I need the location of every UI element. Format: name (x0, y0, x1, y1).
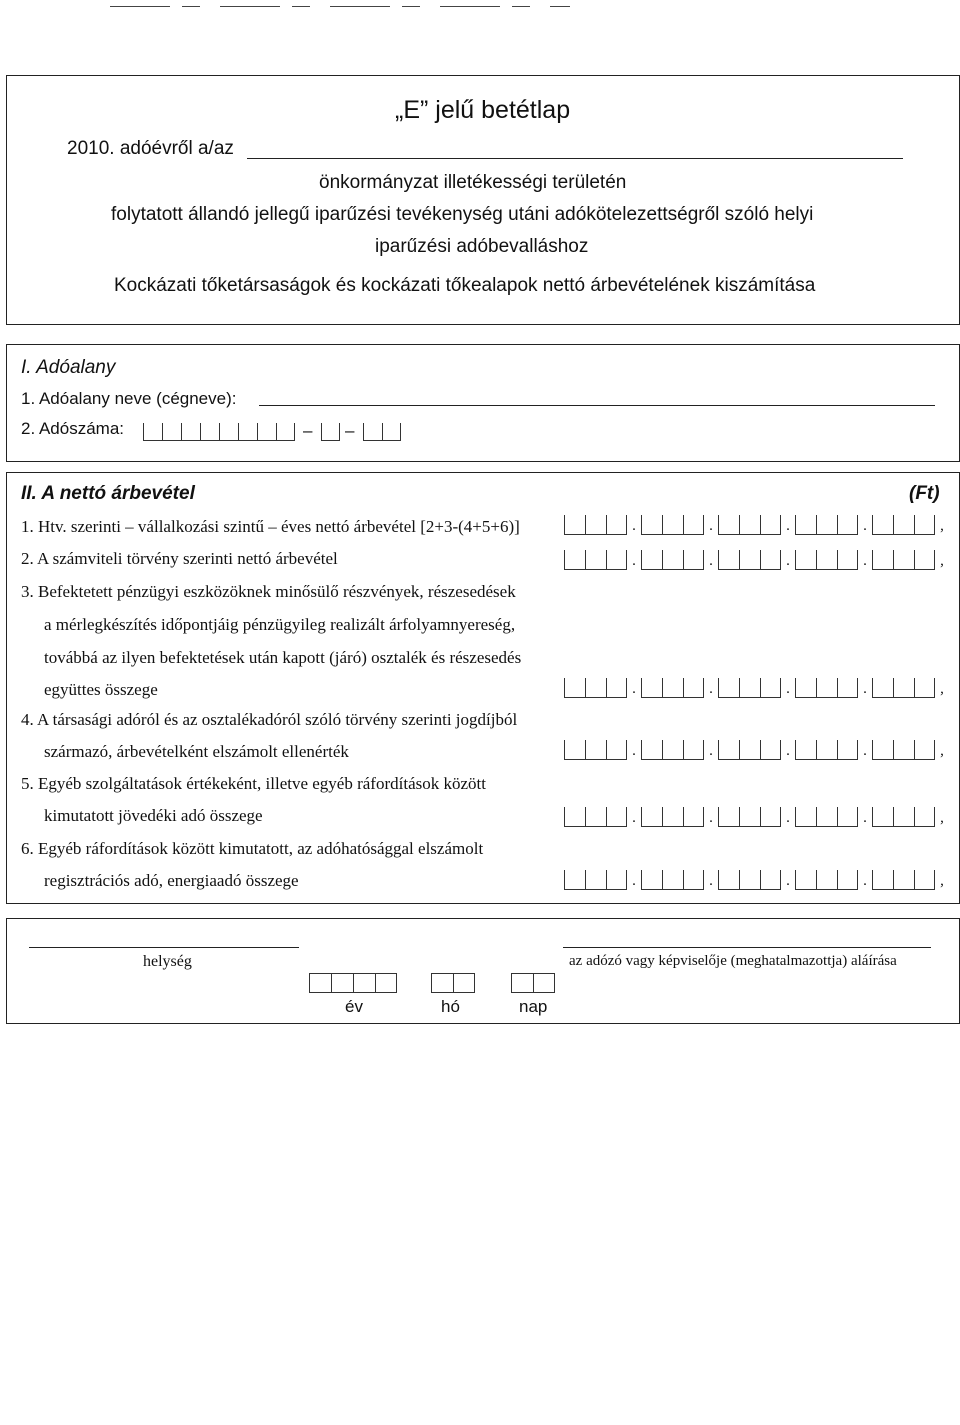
digit-group[interactable] (564, 550, 627, 570)
section-net-revenue-title: II. A nettó árbevétel (21, 483, 195, 504)
thousands-separator: . (786, 810, 790, 826)
year-label: év (345, 997, 363, 1016)
digit-group[interactable] (872, 515, 935, 535)
line-2-text: 2. A számviteli törvény szerinti nettó árbevétel (21, 549, 338, 568)
thousands-separator: . (786, 518, 790, 534)
taxpayer-name-field[interactable] (259, 405, 935, 406)
line-6-text-a: 6. Egyéb ráfordítások között kimutatott, az adóhatósággal elszámolt (21, 839, 484, 858)
digit-group[interactable] (564, 678, 627, 698)
digit-group[interactable] (795, 740, 858, 760)
line-3-text-b: a mérlegkészítés időpontjáig pénzügyileg realizált árfolyamnyereség, (44, 615, 516, 634)
date-year-boxes[interactable] (309, 973, 397, 993)
thousands-separator: . (863, 873, 867, 889)
top-scan-dashes (110, 6, 570, 7)
thousands-separator: . (632, 873, 636, 889)
line-1-text: 1. Htv. szerinti – vállalkozási szintű – éves nettó árbevétel [2+3-(4+5+6)] (21, 517, 520, 536)
header-box (6, 75, 960, 325)
digit-group[interactable] (564, 870, 627, 890)
date-day-boxes[interactable] (511, 973, 555, 993)
line-3-text-a: 3. Befektetett pénzügyi eszközöknek minősülő részvények, részesedések (21, 582, 516, 601)
thousands-separator: . (863, 810, 867, 826)
digit-group[interactable] (795, 807, 858, 827)
decimal-comma: , (940, 873, 944, 889)
header-line-5: Kockázati tőketársaságok és kockázati tőkealapok nettó árbevételének kiszámítása (114, 275, 816, 296)
thousands-separator: . (863, 553, 867, 569)
tax-number-county-code[interactable] (363, 423, 401, 441)
amount-line-4[interactable] (564, 738, 949, 760)
decimal-comma: , (940, 681, 944, 697)
digit-group[interactable] (564, 807, 627, 827)
digit-group[interactable] (718, 550, 781, 570)
header-line-2: önkormányzat illetékességi területén (319, 172, 627, 193)
line-4-text-a: 4. A társasági adóról és az osztalékadóról szóló törvény szerinti jogdíjból (21, 710, 518, 729)
digit-group[interactable] (641, 740, 704, 760)
thousands-separator: . (863, 518, 867, 534)
tax-number-label: 2. Adószáma: (21, 419, 125, 438)
digit-group[interactable] (718, 807, 781, 827)
signature-box (6, 918, 960, 1024)
digit-group[interactable] (795, 550, 858, 570)
digit-group[interactable] (872, 740, 935, 760)
month-label: hó (441, 997, 460, 1016)
date-month-boxes[interactable] (431, 973, 475, 993)
thousands-separator: . (632, 553, 636, 569)
header-line-3: folytatott állandó jellegű iparűzési tevékenység utáni adókötelezettségről szóló helyi (111, 204, 814, 225)
place-label: helység (143, 953, 192, 970)
tax-number-main[interactable] (143, 423, 295, 441)
thousands-separator: . (709, 743, 713, 759)
currency-unit: (Ft) (909, 483, 940, 504)
line-5-text-b: kimutatott jövedéki adó összege (44, 806, 263, 825)
digit-group[interactable] (795, 515, 858, 535)
digit-group[interactable] (718, 870, 781, 890)
year-line: 2010. adóévről a/az (67, 138, 234, 159)
digit-group[interactable] (795, 870, 858, 890)
decimal-comma: , (940, 743, 944, 759)
municipality-fill-line (247, 158, 903, 159)
decimal-comma: , (940, 518, 944, 534)
thousands-separator: . (786, 681, 790, 697)
digit-group[interactable] (641, 678, 704, 698)
tax-number-vat-code[interactable] (321, 423, 340, 441)
digit-group[interactable] (872, 678, 935, 698)
digit-group[interactable] (564, 740, 627, 760)
thousands-separator: . (709, 553, 713, 569)
section-taxpayer-title: I. Adóalany (21, 357, 116, 378)
digit-group[interactable] (718, 740, 781, 760)
digit-group[interactable] (795, 678, 858, 698)
digit-group[interactable] (641, 807, 704, 827)
signature-label: az adózó vagy képviselője (meghatalmazottja) aláírása (569, 953, 897, 969)
thousands-separator: . (863, 743, 867, 759)
digit-group[interactable] (872, 870, 935, 890)
thousands-separator: . (863, 681, 867, 697)
page-title: „E” jelű betétlap (395, 96, 571, 124)
decimal-comma: , (940, 810, 944, 826)
thousands-separator: . (632, 681, 636, 697)
header-line-4: iparűzési adóbevalláshoz (375, 236, 589, 257)
section-taxpayer (6, 344, 960, 462)
thousands-separator: . (786, 553, 790, 569)
thousands-separator: . (709, 518, 713, 534)
digit-group[interactable] (564, 515, 627, 535)
thousands-separator: . (709, 810, 713, 826)
line-4-text-b: származó, árbevételként elszámolt ellenérték (44, 742, 349, 761)
thousands-separator: . (709, 681, 713, 697)
line-6-text-b: regisztrációs adó, energiaadó összege (44, 871, 299, 890)
digit-group[interactable] (641, 550, 704, 570)
amount-line-2[interactable] (564, 548, 949, 570)
tax-number-dash-1: – (303, 421, 313, 440)
thousands-separator: . (709, 873, 713, 889)
taxpayer-name-label: 1. Adóalany neve (cégneve): (21, 389, 237, 408)
thousands-separator: . (786, 743, 790, 759)
digit-group[interactable] (718, 515, 781, 535)
place-line[interactable] (29, 947, 299, 948)
tax-number-dash-2: – (345, 421, 355, 440)
decimal-comma: , (940, 553, 944, 569)
thousands-separator: . (786, 873, 790, 889)
thousands-separator: . (632, 743, 636, 759)
line-3-text-c: továbbá az ilyen befektetések után kapott (járó) osztalék és részesedés (44, 648, 522, 667)
digit-group[interactable] (718, 678, 781, 698)
amount-line-5[interactable] (564, 805, 949, 827)
amount-line-6[interactable] (564, 868, 949, 890)
digit-group[interactable] (872, 807, 935, 827)
day-label: nap (519, 997, 548, 1016)
thousands-separator: . (632, 518, 636, 534)
line-3-text-d: együttes összege (44, 680, 158, 699)
digit-group[interactable] (641, 515, 704, 535)
signature-line[interactable] (563, 947, 931, 948)
amount-line-1[interactable] (564, 513, 949, 535)
line-5-text-a: 5. Egyéb szolgáltatások értékeként, illetve egyéb ráfordítások között (21, 774, 486, 793)
thousands-separator: . (632, 810, 636, 826)
amount-line-3[interactable] (564, 676, 949, 698)
digit-group[interactable] (641, 870, 704, 890)
digit-group[interactable] (872, 550, 935, 570)
